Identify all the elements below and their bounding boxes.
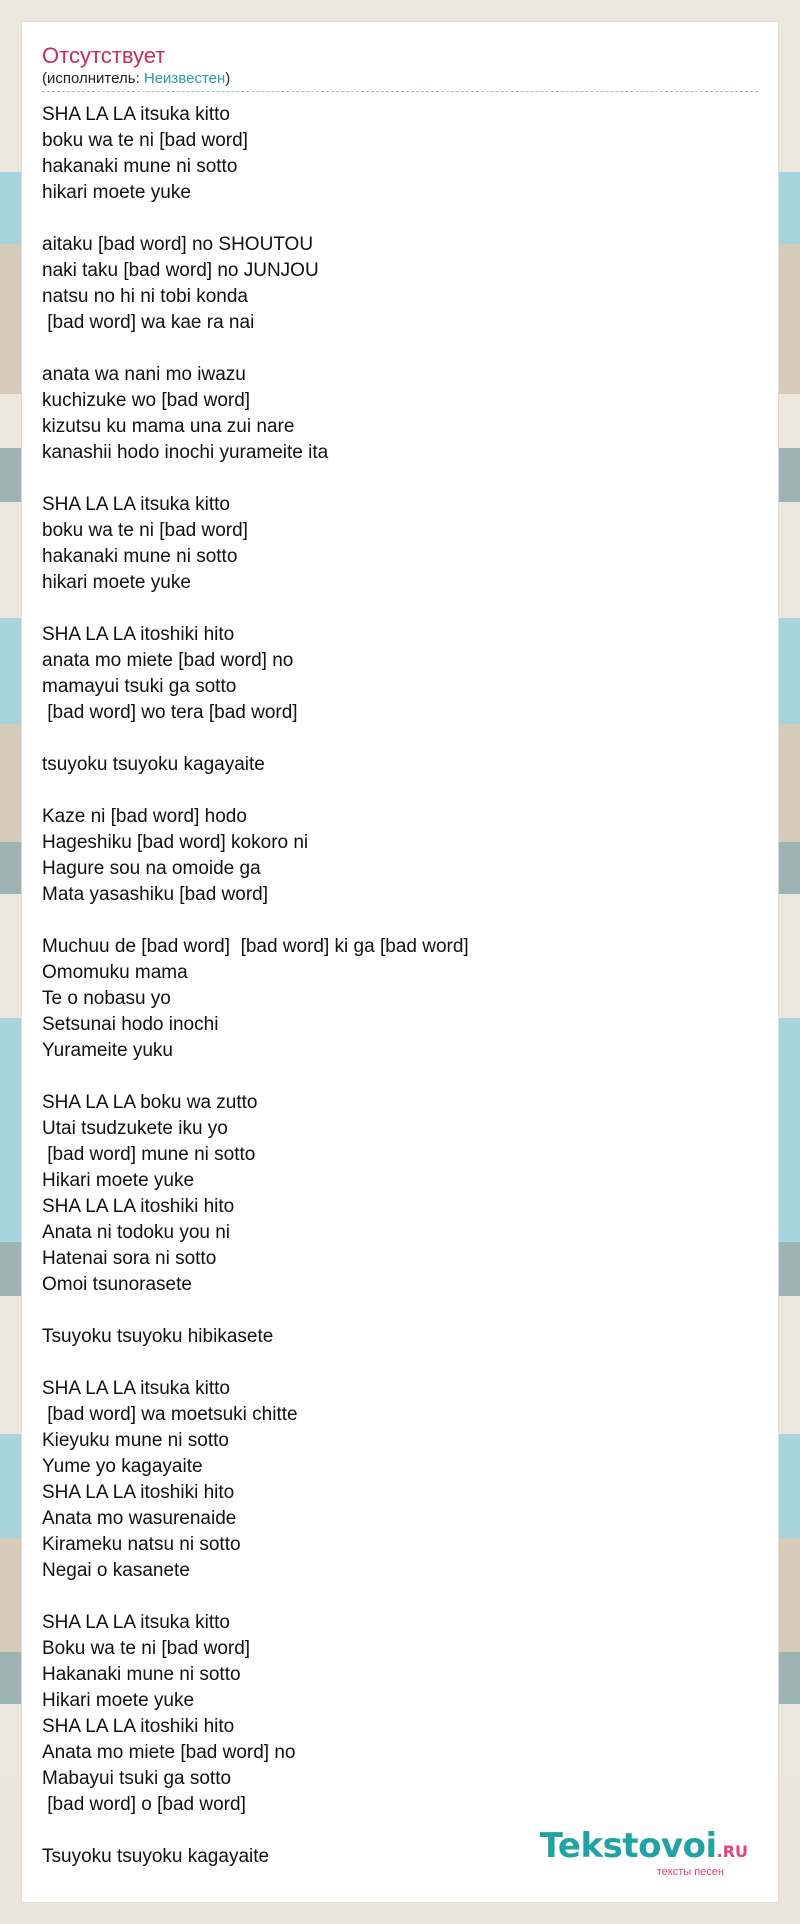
lyric-blank-line bbox=[42, 726, 758, 752]
lyric-line: SHA LA LA itsuka kitto bbox=[42, 1378, 230, 1399]
lyric-line: Hagure sou na omoide ga bbox=[42, 858, 261, 879]
lyric-line: hikari moete yuke bbox=[42, 572, 191, 593]
lyric-blank-line bbox=[42, 1350, 758, 1376]
lyric-line: naki taku [bad word] no JUNJOU bbox=[42, 260, 319, 281]
lyric-line: [bad word] wa moetsuki chitte bbox=[42, 1404, 298, 1425]
lyric-line: Setsunai hodo inochi bbox=[42, 1014, 219, 1035]
lyric-line: SHA LA LA boku wa zutto bbox=[42, 1092, 258, 1113]
lyric-line: Anata mo wasurenaide bbox=[42, 1508, 237, 1529]
song-title: Отсутствует bbox=[42, 43, 166, 68]
lyric-line: kanashii hodo inochi yurameite ita bbox=[42, 442, 329, 463]
lyric-line: SHA LA LA itoshiki hito bbox=[42, 1196, 235, 1217]
lyric-line: anata mo miete [bad word] no bbox=[42, 650, 294, 671]
lyric-line: aitaku [bad word] no SHOUTOU bbox=[42, 234, 314, 255]
lyric-blank-line bbox=[42, 466, 758, 492]
artist-prefix: (исполнитель: bbox=[42, 70, 144, 87]
lyric-line: Omomuku mama bbox=[42, 962, 188, 983]
lyric-blank-line bbox=[42, 1584, 758, 1610]
lyric-line: hakanaki mune ni sotto bbox=[42, 546, 238, 567]
lyric-line: kuchizuke wo [bad word] bbox=[42, 390, 251, 411]
artist-suffix: ) bbox=[225, 70, 231, 87]
lyric-line: Tsuyoku tsuyoku kagayaite bbox=[42, 1846, 270, 1867]
lyric-line: Utai tsudzukete iku yo bbox=[42, 1118, 228, 1139]
lyric-line: Hageshiku [bad word] kokoro ni bbox=[42, 832, 309, 853]
lyric-line: SHA LA LA itsuka kitto bbox=[42, 494, 230, 515]
lyric-blank-line bbox=[42, 596, 758, 622]
lyric-line: tsuyoku tsuyoku kagayaite bbox=[42, 754, 265, 775]
logo-tagline: тексты песен bbox=[656, 1866, 724, 1878]
lyric-line: hakanaki mune ni sotto bbox=[42, 156, 238, 177]
lyric-line: Mabayui tsuki ga sotto bbox=[42, 1768, 232, 1789]
lyric-line: SHA LA LA itsuka kitto bbox=[42, 1612, 230, 1633]
lyric-line: SHA LA LA itoshiki hito bbox=[42, 624, 235, 645]
lyric-line: Yurameite yuku bbox=[42, 1040, 173, 1061]
lyric-line: SHA LA LA itoshiki hito bbox=[42, 1716, 235, 1737]
lyric-line: Muchuu de [bad word] [bad word] ki ga [bad word] bbox=[42, 936, 469, 957]
lyric-line: Hakanaki mune ni sotto bbox=[42, 1664, 241, 1685]
lyric-line: [bad word] mune ni sotto bbox=[42, 1144, 256, 1165]
lyric-blank-line bbox=[42, 908, 758, 934]
lyric-blank-line bbox=[42, 778, 758, 804]
lyric-line: SHA LA LA itoshiki hito bbox=[42, 1482, 235, 1503]
lyric-line: mamayui tsuki ga sotto bbox=[42, 676, 237, 697]
lyric-line: [bad word] wo tera [bad word] bbox=[42, 702, 298, 723]
lyric-blank-line bbox=[42, 206, 758, 232]
lyric-line: Hatenai sora ni sotto bbox=[42, 1248, 217, 1269]
lyric-blank-line bbox=[42, 1064, 758, 1090]
lyric-line: Omoi tsunorasete bbox=[42, 1274, 192, 1295]
lyric-line: anata wa nani mo iwazu bbox=[42, 364, 246, 385]
lyric-blank-line bbox=[42, 1298, 758, 1324]
lyric-line: Anata ni todoku you ni bbox=[42, 1222, 231, 1243]
artist-link[interactable]: Неизвестен bbox=[143, 70, 226, 87]
lyric-line: natsu no hi ni tobi konda bbox=[42, 286, 248, 307]
lyric-line: Boku wa te ni [bad word] bbox=[42, 1638, 251, 1659]
lyric-line: Negai o kasanete bbox=[42, 1560, 190, 1581]
lyrics-card bbox=[22, 22, 778, 1902]
lyric-line: Kaze ni [bad word] hodo bbox=[42, 806, 247, 827]
lyrics-text bbox=[42, 102, 758, 1870]
lyric-blank-line bbox=[42, 336, 758, 362]
lyric-line: kizutsu ku mama una zui nare bbox=[42, 416, 295, 437]
lyric-line: SHA LA LA itsuka kitto bbox=[42, 104, 230, 125]
logo-name: Tekstovoi bbox=[539, 1826, 717, 1866]
artist-line bbox=[42, 70, 758, 92]
lyric-line: boku wa te ni [bad word] bbox=[42, 130, 248, 151]
lyric-line: Te o nobasu yo bbox=[42, 988, 171, 1009]
lyric-line: boku wa te ni [bad word] bbox=[42, 520, 248, 541]
site-logo[interactable] bbox=[540, 1828, 748, 1878]
logo-wordmark bbox=[540, 1828, 748, 1870]
lyric-line: Kieyuku mune ni sotto bbox=[42, 1430, 229, 1451]
lyric-line: [bad word] wa kae ra nai bbox=[42, 312, 255, 333]
logo-tld: .RU bbox=[716, 1842, 748, 1861]
lyric-line: Hikari moete yuke bbox=[42, 1690, 195, 1711]
lyric-line: Yume yo kagayaite bbox=[42, 1456, 203, 1477]
lyric-line: Hikari moete yuke bbox=[42, 1170, 195, 1191]
lyric-line: hikari moete yuke bbox=[42, 182, 191, 203]
lyric-line: Mata yasashiku [bad word] bbox=[42, 884, 269, 905]
lyric-line: Anata mo miete [bad word] no bbox=[42, 1742, 296, 1763]
lyric-line: [bad word] o [bad word] bbox=[42, 1794, 246, 1815]
lyric-line: Tsuyoku tsuyoku hibikasete bbox=[42, 1326, 274, 1347]
lyric-line: Kirameku natsu ni sotto bbox=[42, 1534, 241, 1555]
